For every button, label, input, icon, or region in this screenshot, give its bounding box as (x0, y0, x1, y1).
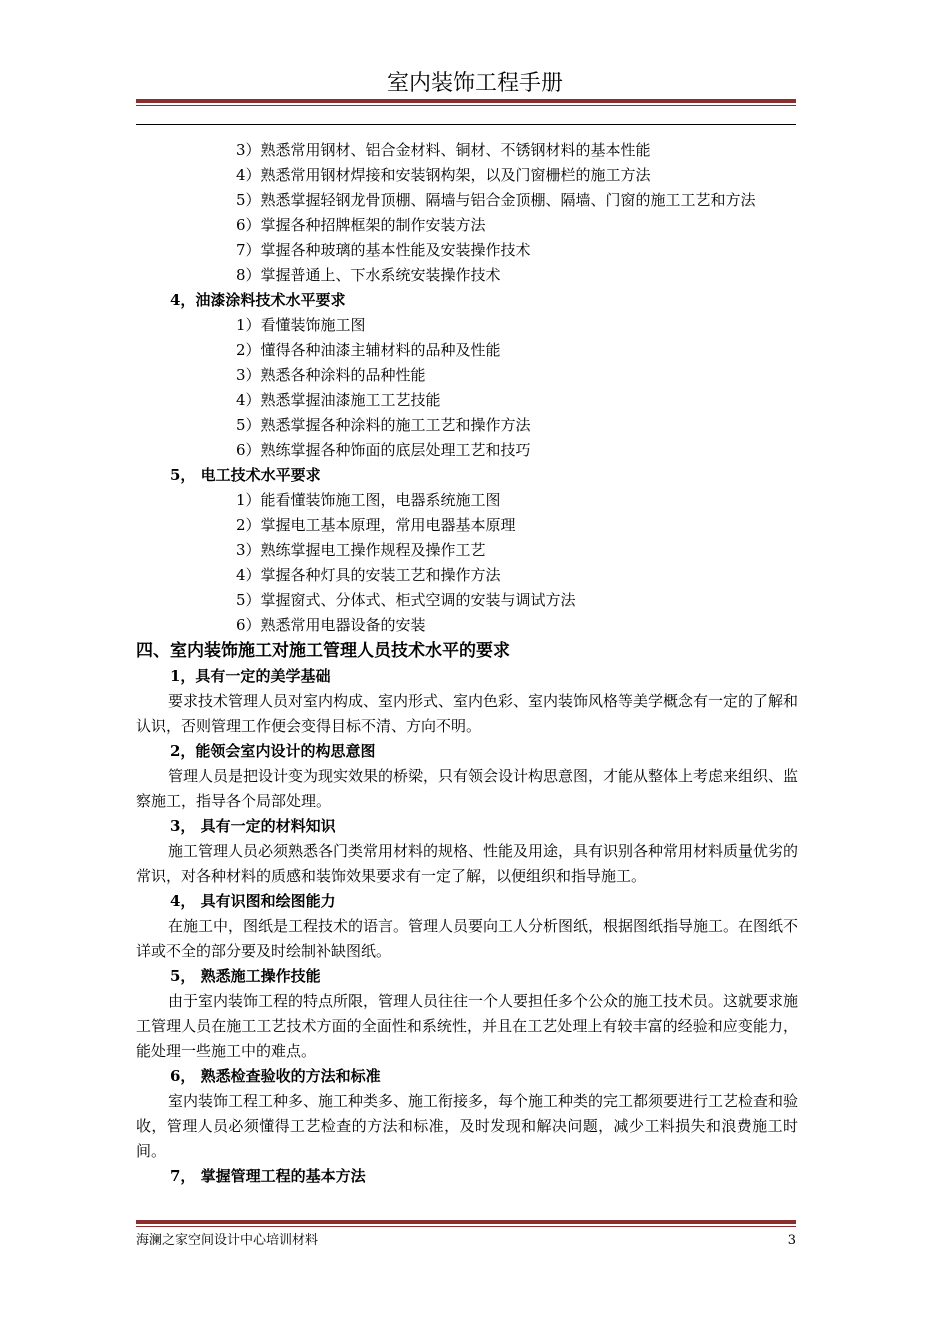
footer-rule-thick (136, 1220, 796, 1224)
section-title: 四、室内装饰施工对施工管理人员技术水平的要求 (136, 641, 510, 661)
paragraph: 要求技术管理人员对室内构成、室内形式、室内色彩、室内装饰风格等美学概念有一定的了解和认识，否则管理工作便会变得目标不清、方向不明。 (136, 692, 799, 735)
list-item: 1）看懂装饰施工图 (236, 316, 366, 334)
footer (136, 1232, 796, 1250)
list-item: 4）熟悉常用钢材焊接和安装钢构架，以及门窗栅栏的施工方法 (236, 166, 651, 184)
subheading: 5， 电工技术水平要求 (170, 466, 321, 484)
list-item: 3）熟悉各种涂料的品种性能 (236, 366, 426, 384)
footer-text: 海澜之家空间设计中心培训材料 (136, 1233, 319, 1248)
list-item: 1）能看懂装饰施工图，电器系统施工图 (236, 491, 501, 509)
subheading: 7， 掌握管理工程的基本方法 (170, 1167, 366, 1185)
list-item: 6）熟练掌握各种饰面的底层处理工艺和技巧 (236, 441, 531, 459)
list-item: 2）掌握电工基本原理，常用电器基本原理 (236, 516, 516, 534)
list-item: 5）掌握窗式、分体式、柜式空调的安装与调试方法 (236, 591, 576, 609)
subheading: 2，能领会室内设计的构思意图 (170, 742, 376, 760)
header-rule-thick (136, 99, 796, 103)
list-item: 7）掌握各种玻璃的基本性能及安装操作技术 (236, 241, 531, 259)
list-item: 5）熟悉掌握轻钢龙骨顶棚、隔墙与铝合金顶棚、隔墙、门窗的施工工艺和方法 (236, 191, 756, 209)
list-item: 6）掌握各种招牌框架的制作安装方法 (236, 216, 486, 234)
subheading: 1，具有一定的美学基础 (170, 667, 331, 685)
list-item: 6）熟悉常用电器设备的安装 (236, 616, 426, 634)
list-item: 4）掌握各种灯具的安装工艺和操作方法 (236, 566, 501, 584)
header-title: 室内装饰工程手册 (386, 71, 563, 96)
list-item: 3）熟练掌握电工操作规程及操作工艺 (236, 541, 486, 559)
paragraph: 由于室内装饰工程的特点所限，管理人员往往一个人要担任多个公众的施工技术员。这就要求施工管理人员在施工工艺技术方面的全面性和系统性，并且在工艺处理上有较丰富的经验和应变能力，能处理一些施工中的难点。 (136, 992, 799, 1060)
page-number: 3 (787, 1233, 796, 1248)
subheading: 4， 具有识图和绘图能力 (170, 892, 336, 910)
list-item: 2）懂得各种油漆主辅材料的品种及性能 (236, 341, 501, 359)
subheading: 6， 熟悉检查验收的方法和标准 (170, 1067, 381, 1085)
list-item: 5）熟悉掌握各种涂料的施工工艺和操作方法 (236, 416, 531, 434)
list-item: 8）掌握普通上、下水系统安装操作技术 (236, 266, 501, 284)
header-rule-thin-red (136, 105, 796, 106)
paragraph: 管理人员是把设计变为现实效果的桥梁，只有领会设计构思意图，才能从整体上考虑来组织、监察施工，指导各个局部处理。 (136, 767, 799, 810)
header-rule-black (136, 124, 796, 125)
page-content (136, 138, 798, 1189)
list-item: 3）熟悉常用钢材、铝合金材料、铜材、不锈钢材料的基本性能 (236, 141, 651, 159)
list-item: 4）熟悉掌握油漆施工工艺技能 (236, 391, 441, 409)
subheading: 3， 具有一定的材料知识 (170, 817, 336, 835)
paragraph: 施工管理人员必须熟悉各门类常用材料的规格、性能及用途，具有识别各种常用材料质量优劣的常识，对各种材料的质感和装饰效果要求有一定了解，以便组织和指导施工。 (136, 842, 799, 885)
paragraph: 在施工中，图纸是工程技术的语言。管理人员要向工人分析图纸，根据图纸指导施工。在图纸不详或不全的部分要及时绘制补缺图纸。 (136, 917, 799, 960)
footer-rule-thin (136, 1226, 796, 1227)
subheading: 4，油漆涂料技术水平要求 (170, 291, 346, 309)
subheading: 5， 熟悉施工操作技能 (170, 967, 321, 985)
paragraph: 室内装饰工程工种多、施工种类多、施工衔接多，每个施工种类的完工都须要进行工艺检查和验收，管理人员必须懂得工艺检查的方法和标准，及时发现和解决问题，减少工料损失和浪费施工时间。 (136, 1092, 799, 1160)
